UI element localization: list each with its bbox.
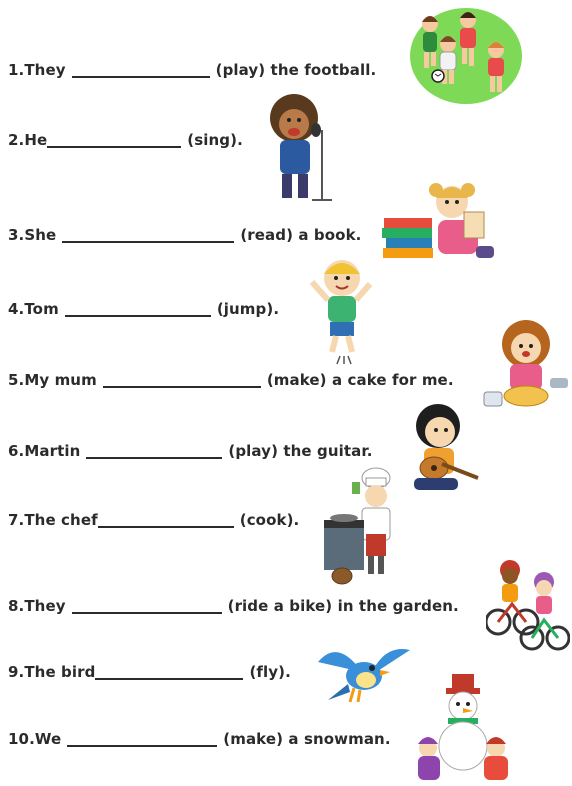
sentence-hint: (cook). <box>239 511 300 529</box>
sentence-10 <box>8 724 391 754</box>
answer-blank[interactable] <box>62 227 234 243</box>
sentence-number: 5. <box>8 371 25 389</box>
answer-blank[interactable] <box>72 62 210 78</box>
answer-blank[interactable] <box>67 731 217 747</box>
answer-blank[interactable] <box>86 443 222 459</box>
chef-cooking-image <box>318 464 410 586</box>
boy-singing-microphone-image <box>260 90 346 202</box>
sentence-subject: The bird <box>24 663 96 681</box>
answer-blank[interactable] <box>47 132 181 148</box>
sentence-number: 2. <box>8 131 25 149</box>
sentence-3 <box>8 220 361 250</box>
sentence-subject: They <box>24 61 66 79</box>
sentence-9 <box>8 657 291 687</box>
sentence-hint: (play) the football. <box>215 61 377 79</box>
sentence-7 <box>8 505 299 535</box>
answer-blank[interactable] <box>65 301 211 317</box>
sentence-number: 9. <box>8 663 25 681</box>
sentence-subject: The chef <box>24 511 98 529</box>
sentence-5 <box>8 365 454 395</box>
sentence-8 <box>8 591 459 621</box>
boy-jumping-image <box>306 254 376 366</box>
sentence-hint: (sing). <box>187 131 243 149</box>
sentence-hint: (jump). <box>216 300 280 318</box>
sentence-subject: Tom <box>24 300 59 318</box>
sentence-1 <box>8 55 376 85</box>
sentence-subject: Martin <box>24 442 81 460</box>
boy-playing-guitar-image <box>404 400 482 494</box>
sentence-subject: He <box>24 131 48 149</box>
sentence-number: 6. <box>8 442 25 460</box>
girl-reading-books-image <box>380 176 500 268</box>
sentence-number: 3. <box>8 226 25 244</box>
sentence-hint: (fly). <box>249 663 291 681</box>
sentence-hint: (read) a book. <box>240 226 362 244</box>
sentence-4 <box>8 294 279 324</box>
bird-flying-image <box>314 640 414 706</box>
answer-blank[interactable] <box>98 512 234 528</box>
answer-blank[interactable] <box>95 664 243 680</box>
answer-blank[interactable] <box>103 372 261 388</box>
sentence-subject: We <box>34 730 62 748</box>
sentence-subject: They <box>24 597 66 615</box>
sentence-hint: (make) a snowman. <box>223 730 391 748</box>
sentence-hint: (make) a cake for me. <box>266 371 454 389</box>
sentence-2 <box>8 125 243 155</box>
sentence-hint: (ride a bike) in the garden. <box>227 597 459 615</box>
sentence-number: 1. <box>8 61 25 79</box>
kids-playing-football-image <box>408 4 524 106</box>
sentence-6 <box>8 436 373 466</box>
girl-baking-cake-image <box>480 316 570 416</box>
sentence-number: 7. <box>8 511 25 529</box>
sentence-number: 10. <box>8 730 35 748</box>
kids-riding-bikes-image <box>486 556 570 652</box>
sentence-subject: She <box>24 226 57 244</box>
sentence-number: 4. <box>8 300 25 318</box>
kids-making-snowman-image <box>414 672 510 784</box>
sentence-number: 8. <box>8 597 25 615</box>
sentence-subject: My mum <box>24 371 97 389</box>
answer-blank[interactable] <box>72 598 222 614</box>
sentence-hint: (play) the guitar. <box>228 442 373 460</box>
